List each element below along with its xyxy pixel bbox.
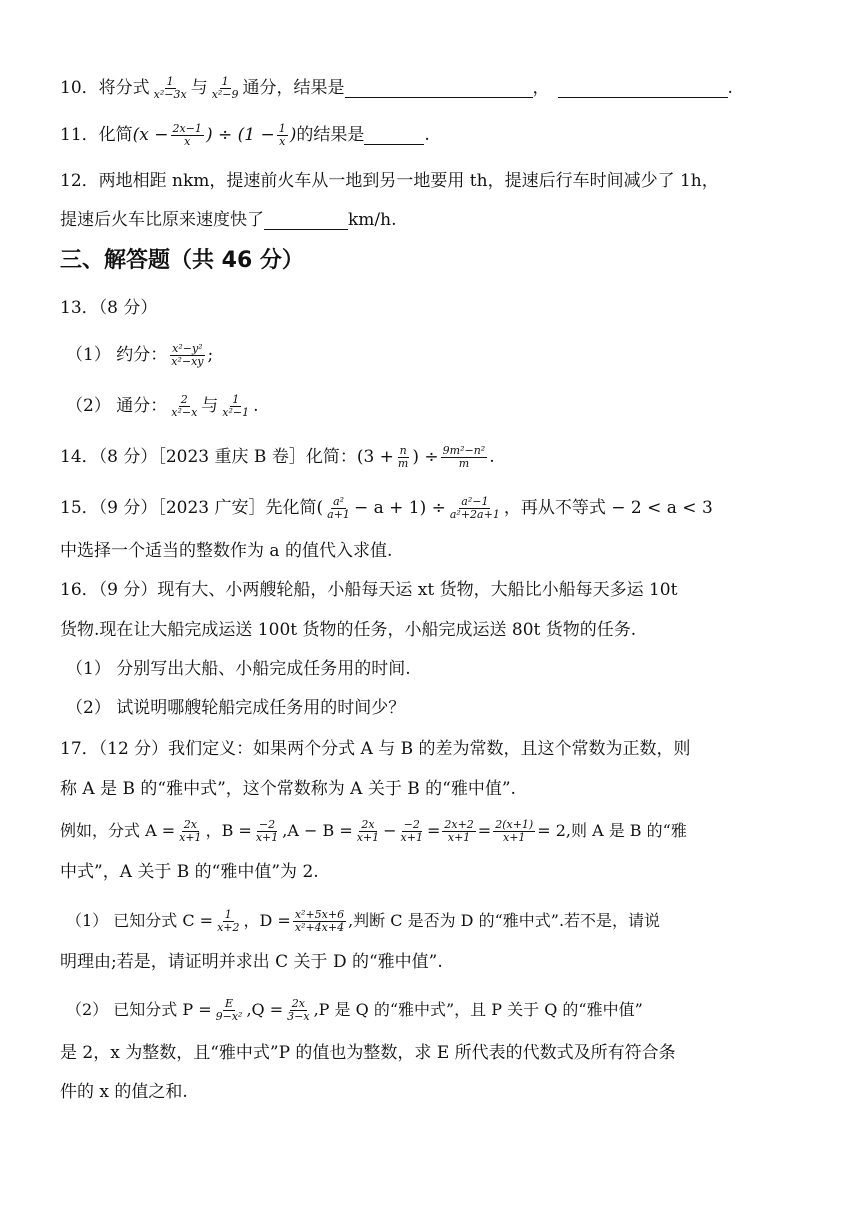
section-title: 三、解答题（共 46 分） (60, 248, 304, 273)
question-16-line-2 (60, 615, 800, 645)
frac-num: E (225, 996, 234, 1010)
q12-text-1: 12．两地相距 nkm，提速前火车从一地到另一地要用 th，提速后行车时间减少了 1h， (60, 171, 719, 191)
q14-fraction-2 (441, 445, 488, 470)
q15-text-c: ，再从不等式 − 2 < a < 3 (503, 498, 713, 518)
q17-ex-fraction-2 (254, 819, 280, 844)
frac-den: x (279, 134, 286, 148)
q13-p2-end: . (253, 396, 259, 416)
q15-text-a: 15．（9 分）［2023 广安］先化简( (60, 498, 324, 518)
frac-den: a²+2a+1 (449, 507, 500, 521)
q17-ex-fraction-4 (399, 819, 425, 844)
section-heading (60, 246, 800, 276)
q12-text-2a: 提速后火车比原来速度快了 (60, 210, 264, 230)
q13-p2-and: 与 (201, 396, 219, 416)
q17-ex-e: = (426, 821, 441, 840)
frac-den: m (397, 456, 409, 470)
question-17-part-2-line-2 (60, 1038, 800, 1068)
frac-num: 1 (224, 907, 232, 921)
q17-ex-a: 例如，分式 A = (60, 821, 176, 840)
q10-text-b: 与 (190, 78, 208, 98)
frac-den: m (458, 456, 470, 470)
q13-p1-text: （1） 约分： (66, 345, 168, 365)
q11-text-f: . (424, 125, 430, 145)
q17-ex-fraction-5 (442, 819, 475, 844)
answer-blank[interactable] (558, 79, 728, 98)
frac-num: 2x−1 (172, 121, 202, 135)
q15-fraction-2 (448, 496, 502, 521)
q10-text-a: 10．将分式 (60, 78, 150, 98)
q14-text-c: . (489, 447, 495, 467)
q17-ex-line2: 中式”，A 关于 B 的“雅中值”为 2. (60, 862, 319, 882)
question-17-part-1 (66, 906, 800, 936)
q17-text-2: 称 A 是 B 的“雅中式”，这个常数称为 A 关于 B 的“雅中值”. (60, 779, 516, 799)
frac-den: x+1 (400, 830, 423, 844)
answer-blank[interactable] (345, 79, 533, 98)
frac-den: x²−1 (222, 405, 250, 419)
q17-p2-b: ,Q = (246, 1000, 284, 1019)
q17-ex-fraction-3 (355, 819, 381, 844)
q17-p2-line2: 是 2，x 为整数，且“雅中式”P 的值也为整数，求 E 所代表的代数式及所有符合条 (60, 1043, 676, 1063)
question-12-line-1 (60, 166, 800, 196)
q13-p2-fraction-1 (169, 394, 199, 419)
q11-fraction-1 (171, 123, 204, 148)
question-13-part-2 (66, 391, 800, 421)
q17-p1-fraction-1 (215, 909, 241, 934)
question-17-example (60, 816, 800, 846)
question-13-head (60, 293, 800, 323)
q17-ex-d: − (383, 821, 397, 840)
frac-den: x²−3x (153, 87, 187, 101)
question-11 (60, 120, 800, 150)
frac-den: x²−x (171, 405, 198, 419)
q11-text-e: 的结果是 (296, 125, 365, 145)
frac-num: 1 (166, 74, 174, 88)
question-15-line-1 (60, 493, 800, 523)
q15-text-b: − a + 1) ÷ (353, 498, 446, 518)
frac-num: 2 (180, 392, 188, 406)
answer-blank[interactable] (264, 211, 348, 230)
frac-num: x²−y² (172, 341, 203, 355)
q11-text-b: (x − (132, 125, 169, 145)
q17-p1-b: ，D = (243, 911, 291, 930)
q10-fraction-1 (152, 76, 189, 101)
q11-fraction-2 (277, 123, 288, 148)
frac-den: x²+4x+4 (294, 920, 345, 934)
question-16-part-2 (66, 693, 800, 723)
q13-head-text: 13．（8 分） (60, 298, 158, 318)
q10-fraction-2 (210, 76, 241, 101)
frac-num: 2x (291, 996, 305, 1010)
frac-den: 9−x² (215, 1009, 243, 1023)
q17-p2-c: ,P 是 Q 的“雅中式”，且 P 关于 Q 的“雅中值” (313, 1000, 643, 1019)
question-17-line-2 (60, 774, 800, 804)
q14-fraction-1 (396, 445, 410, 470)
q17-p2-fraction-1 (214, 998, 245, 1023)
q14-text-a: 14．（8 分）［2023 重庆 B 卷］化简：(3 + (60, 447, 394, 467)
frac-den: x+1 (179, 830, 202, 844)
question-17-part-2-line-3 (60, 1077, 800, 1107)
q10-text-e: . (727, 78, 733, 98)
frac-num: 2x (361, 817, 375, 831)
question-10 (60, 73, 800, 103)
q11-text-d: ) (289, 125, 297, 145)
q13-p1-fraction (169, 343, 205, 368)
q13-p2-fraction-2 (220, 394, 251, 419)
q17-text-1: 17．（12 分）我们定义：如果两个分式 A 与 B 的差为常数，且这个常数为正数，则 (60, 739, 691, 759)
q17-p2-a: （2） 已知分式 P = (66, 1000, 212, 1019)
q17-p2-fraction-2 (285, 998, 311, 1023)
q17-p2-line3: 件的 x 的值之和. (60, 1082, 188, 1102)
frac-den: x+1 (447, 830, 471, 844)
question-17-example-line-2 (60, 857, 800, 887)
q14-text-b: ) ÷ (412, 447, 439, 467)
q17-ex-c: ,A − B = (282, 821, 353, 840)
question-17-part-1-line-2 (60, 947, 800, 977)
q10-text-d: ， (532, 78, 550, 98)
q12-text-2b: km/h. (348, 210, 397, 230)
frac-num: −2 (258, 817, 276, 831)
frac-den: x (184, 134, 191, 148)
frac-den: 3−x (287, 1009, 310, 1023)
answer-blank[interactable] (364, 126, 424, 145)
frac-num: 1 (232, 392, 240, 406)
frac-den: x²−xy (171, 354, 204, 368)
q17-p1-a: （1） 已知分式 C = (66, 911, 214, 930)
frac-den: x²−9 (211, 87, 239, 101)
q11-text-c: ) ÷ (1 − (205, 125, 275, 145)
q16-text-2: 货物.现在让大船完成运送 100t 货物的任务，小船完成运送 80t 货物的任务. (60, 620, 637, 640)
q17-ex-b: ，B = (205, 821, 252, 840)
q13-p2-text: （2） 通分： (66, 396, 168, 416)
frac-den: x+1 (255, 830, 279, 844)
q11-text-a: 11．化简 (60, 125, 133, 145)
q16-text-1: 16．（9 分）现有大、小两艘轮船，小船每天运 xt 货物，大船比小船每天多运 10t (60, 580, 678, 600)
q17-p1-c: ,判断 C 是否为 D 的“雅中式”.若不是，请说 (348, 911, 661, 930)
frac-num: 1 (221, 74, 229, 88)
question-13-part-1 (66, 340, 800, 370)
q16-p1-text: （1） 分别写出大船、小船完成任务用的时间. (66, 659, 411, 679)
frac-den: x+2 (217, 920, 240, 934)
q10-text-c: 通分，结果是 (242, 78, 345, 98)
q15-fraction-1 (325, 496, 352, 521)
q17-p1-line2: 明理由;若是，请证明并求出 C 关于 D 的“雅中值”. (60, 952, 443, 972)
question-12-line-2 (60, 205, 800, 235)
q13-p1-end: ; (207, 345, 214, 365)
frac-num: 2x+2 (444, 817, 474, 831)
frac-num: 9m²−n² (442, 443, 486, 457)
frac-num: −2 (403, 817, 420, 831)
question-16-line-1 (60, 575, 800, 605)
frac-den: a+1 (327, 507, 350, 521)
frac-num: 2x (183, 817, 197, 831)
frac-num: a² (333, 494, 345, 508)
q17-ex-f: = (477, 821, 492, 840)
frac-den: x+1 (356, 830, 380, 844)
frac-num: 1 (278, 121, 286, 135)
q17-ex-g: = 2,则 A 是 B 的“雅 (537, 821, 687, 840)
q15-text-2: 中选择一个适当的整数作为 a 的值代入求值. (60, 541, 393, 561)
question-17-part-2 (66, 995, 800, 1025)
q17-ex-fraction-1 (177, 819, 203, 844)
question-14 (60, 442, 800, 472)
frac-num: n (399, 443, 407, 457)
question-15-line-2 (60, 536, 800, 566)
frac-num: a²−1 (461, 494, 489, 508)
frac-num: x²+5x+6 (294, 907, 345, 921)
q16-p2-text: （2） 试说明哪艘轮船完成任务用的时间少？ (66, 698, 406, 718)
q17-ex-fraction-6 (493, 819, 535, 844)
frac-den: x+1 (503, 830, 526, 844)
q17-p1-fraction-2 (293, 909, 346, 934)
question-17-line-1 (60, 734, 800, 764)
question-16-part-1 (66, 654, 800, 684)
frac-num: 2(x+1) (495, 817, 534, 831)
